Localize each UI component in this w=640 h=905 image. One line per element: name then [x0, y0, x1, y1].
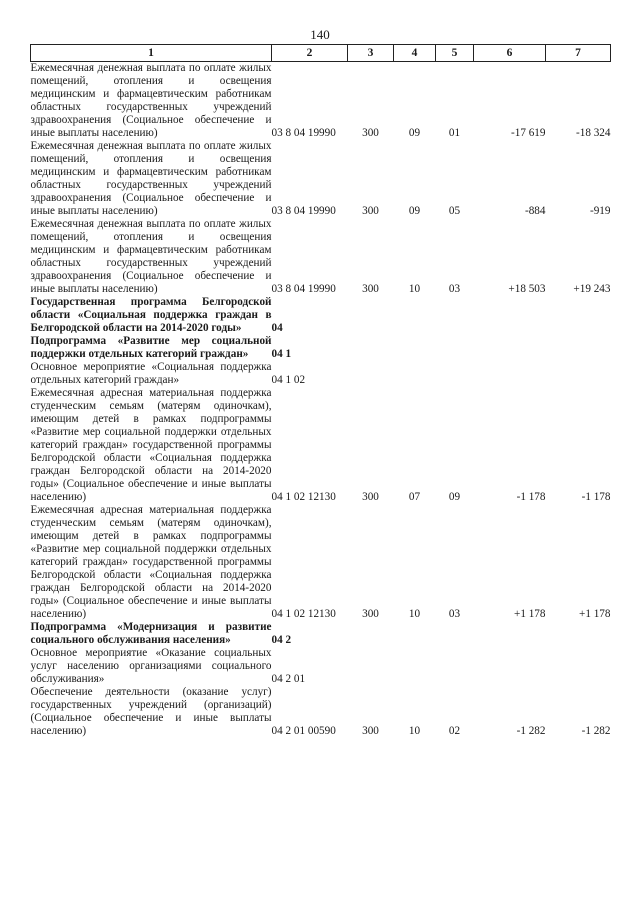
row-col5: 01 — [448, 127, 461, 139]
row-col7 — [546, 296, 611, 335]
row-col3: 300 — [362, 725, 379, 737]
row-col7: +19 243 — [573, 283, 611, 295]
row-col3: 300 — [362, 608, 379, 620]
row-col7 — [546, 647, 611, 686]
row-description: Основное мероприятие «Оказание социальных услуг населению организациями социального обслуживания» — [30, 647, 272, 685]
row-col5 — [436, 621, 474, 647]
row-col5 — [436, 335, 474, 361]
column-header-3: 3 — [348, 45, 394, 62]
row-col4: 10 — [408, 608, 421, 620]
row-col3 — [348, 647, 394, 686]
row-col6: -884 — [524, 205, 546, 217]
row-col3 — [348, 335, 394, 361]
row-col6: -1 178 — [516, 491, 546, 503]
row-col6 — [474, 296, 546, 335]
row-col7: -1 282 — [581, 725, 611, 737]
row-description: Ежемесячная денежная выплата по оплате жилых помещений, отопления и освещения медицинским и фармацевтическим работникам областных государственных учреждений здравоохранения (Социальное обеспечение и иные выплаты населению) — [30, 218, 272, 295]
table-row — [31, 647, 611, 686]
row-col3 — [348, 621, 394, 647]
row-col5: 02 — [448, 725, 461, 737]
row-col4 — [394, 361, 436, 387]
table-row — [31, 62, 611, 141]
table-row — [31, 335, 611, 361]
row-col7: -1 178 — [581, 491, 611, 503]
table-row — [31, 686, 611, 738]
row-col4: 07 — [408, 491, 421, 503]
row-code: 03 8 04 19990 — [271, 205, 336, 217]
row-col7: -18 324 — [576, 127, 611, 139]
row-col3: 300 — [362, 127, 379, 139]
row-description: Государственная программа Белгородской области «Социальная поддержка граждан в Белгородской области на 2014-2020 годы» — [30, 296, 272, 334]
column-header-1: 1 — [31, 45, 272, 62]
row-col6: +1 178 — [514, 608, 546, 620]
table-row — [31, 621, 611, 647]
row-description: Подпрограмма «Развитие мер социальной поддержки отдельных категорий граждан» — [30, 335, 272, 360]
table-row — [31, 296, 611, 335]
table-row — [31, 387, 611, 504]
header-row — [31, 45, 611, 62]
column-header-2: 2 — [272, 45, 348, 62]
table-row — [31, 361, 611, 387]
row-description: Обеспечение деятельности (оказание услуг) государственных учреждений (организаций) (Социальное обеспечение и иные выплаты населению) — [30, 686, 272, 737]
row-code: 03 8 04 19990 — [271, 283, 336, 295]
row-description: Основное мероприятие «Социальная поддержка отдельных категорий граждан» — [30, 361, 272, 386]
row-col6: +18 503 — [508, 283, 546, 295]
row-col4 — [394, 296, 436, 335]
row-col6 — [474, 361, 546, 387]
row-col7 — [546, 621, 611, 647]
column-header-6: 6 — [474, 45, 546, 62]
row-col5: 05 — [448, 205, 461, 217]
row-col7 — [546, 361, 611, 387]
row-col3 — [348, 361, 394, 387]
row-col3: 300 — [362, 283, 379, 295]
column-header-5: 5 — [436, 45, 474, 62]
budget-table — [30, 44, 611, 738]
row-col6 — [474, 647, 546, 686]
row-col4 — [394, 647, 436, 686]
row-col4: 10 — [408, 725, 421, 737]
row-code: 03 8 04 19990 — [271, 127, 336, 139]
row-code: 04 1 02 12130 — [271, 491, 336, 503]
row-col6: -17 619 — [511, 127, 546, 139]
row-col3: 300 — [362, 205, 379, 217]
row-code: 04 1 02 12130 — [271, 608, 336, 620]
table-row — [31, 140, 611, 218]
row-description: Ежемесячная денежная выплата по оплате жилых помещений, отопления и освещения медицинским и фармацевтическим работникам областных государственных учреждений здравоохранения (Социальное обеспечение и иные выплаты населению) — [30, 62, 272, 139]
row-code: 04 2 01 00590 — [271, 725, 336, 737]
row-col7: -919 — [589, 205, 611, 217]
row-col6 — [474, 335, 546, 361]
row-col5 — [436, 296, 474, 335]
row-description: Ежемесячная адресная материальная поддержка студенческим семьям (матерям одиночкам), имеющим детей в рамках подпрограммы «Развитие мер социальной поддержки отдельных категорий граждан» государственной программы Белгородской области «Социальная поддержка граждан Белгородской области на 2014-2020 годы» (Социальное обеспечение и иные выплаты населению) — [30, 387, 272, 503]
row-description: Подпрограмма «Модернизация и развитие социального обслуживания населения» — [30, 621, 272, 646]
page-number: 140 — [310, 27, 330, 42]
row-code: 04 — [271, 322, 283, 334]
row-col6: -1 282 — [516, 725, 546, 737]
row-col5: 09 — [448, 491, 461, 503]
row-col4: 09 — [408, 205, 421, 217]
row-col7: +1 178 — [579, 608, 611, 620]
row-col4: 10 — [408, 283, 421, 295]
table-body — [31, 62, 611, 739]
row-col5: 03 — [448, 608, 461, 620]
row-col3: 300 — [362, 491, 379, 503]
row-col5 — [436, 361, 474, 387]
row-code: 04 1 — [271, 348, 292, 360]
table-row — [31, 218, 611, 296]
table-row — [31, 504, 611, 621]
row-col6 — [474, 621, 546, 647]
row-code: 04 2 — [271, 634, 292, 646]
column-header-4: 4 — [394, 45, 436, 62]
row-code: 04 2 01 — [271, 673, 306, 685]
row-col5: 03 — [448, 283, 461, 295]
row-col7 — [546, 335, 611, 361]
row-description: Ежемесячная денежная выплата по оплате жилых помещений, отопления и освещения медицинским и фармацевтическим работникам областных государственных учреждений здравоохранения (Социальное обеспечение и иные выплаты населению) — [30, 140, 272, 217]
column-header-7: 7 — [546, 45, 611, 62]
row-code: 04 1 02 — [271, 374, 306, 386]
row-col4 — [394, 335, 436, 361]
row-col5 — [436, 647, 474, 686]
row-col4: 09 — [408, 127, 421, 139]
row-col4 — [394, 621, 436, 647]
row-description: Ежемесячная адресная материальная поддержка студенческим семьям (матерям одиночкам), имеющим детей в рамках подпрограммы «Развитие мер социальной поддержки отдельных категорий граждан» государственной программы Белгородской области «Социальная поддержка граждан Белгородской области на 2014-2020 годы» (Социальное обеспечение и иные выплаты населению) — [30, 504, 272, 620]
row-col3 — [348, 296, 394, 335]
